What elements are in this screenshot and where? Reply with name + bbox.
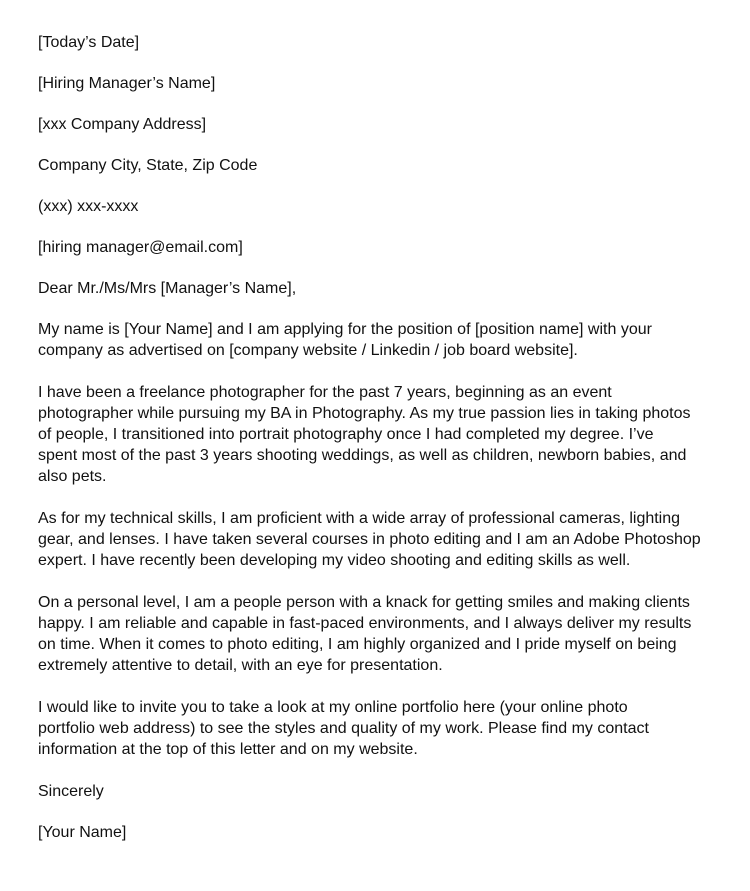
paragraph-line: also pets. [38, 468, 107, 485]
date-line: [Today’s Date] [38, 34, 140, 51]
paragraph-line: company as advertised on [company website / Linkedin / job board website]. [38, 342, 578, 359]
paragraph-personal [38, 592, 718, 676]
hiring-manager-name: [Hiring Manager’s Name] [38, 75, 216, 92]
closing: Sincerely [38, 783, 104, 800]
email-address: [hiring manager@email.com] [38, 239, 243, 256]
paragraph-line: extremely attentive to detail, with an eye for presentation. [38, 657, 443, 674]
company-city-state-zip: Company City, State, Zip Code [38, 157, 258, 174]
paragraph-line: of people, I transitioned into portrait photography once I had completed my degree. I’ve [38, 426, 654, 443]
signature: [Your Name] [38, 824, 127, 841]
paragraph-portfolio [38, 697, 718, 760]
paragraph-line: portfolio web address) to see the styles and quality of my work. Please find my contact [38, 720, 649, 737]
paragraph-line: I would like to invite you to take a look at my online portfolio here (your online photo [38, 699, 628, 716]
paragraph-line: spent most of the past 3 years shooting weddings, as well as children, newborn babies, and [38, 447, 687, 464]
paragraph-line: on time. When it comes to photo editing, I am highly organized and I pride myself on being [38, 636, 677, 653]
paragraph-line: My name is [Your Name] and I am applying for the position of [position name] with your [38, 321, 652, 338]
paragraph-introduction [38, 319, 718, 361]
paragraph-experience [38, 382, 718, 487]
paragraph-line: gear, and lenses. I have taken several courses in photo editing and I am an Adobe Photoshop [38, 531, 701, 548]
paragraph-line: information at the top of this letter and on my website. [38, 741, 418, 758]
company-address: [xxx Company Address] [38, 116, 207, 133]
phone-number: (xxx) xxx-xxxx [38, 198, 139, 215]
paragraph-line: As for my technical skills, I am proficient with a wide array of professional cameras, lighting [38, 510, 681, 527]
paragraph-line: photographer while pursuing my BA in Photography. As my true passion lies in taking photos [38, 405, 691, 422]
paragraph-line: On a personal level, I am a people person with a knack for getting smiles and making clients [38, 594, 690, 611]
salutation: Dear Mr./Ms/Mrs [Manager’s Name], [38, 280, 297, 297]
paragraph-technical-skills [38, 508, 718, 571]
paragraph-line: happy. I am reliable and capable in fast-paced environments, and I always deliver my results [38, 615, 692, 632]
cover-letter [38, 32, 718, 863]
paragraph-line: I have been a freelance photographer for the past 7 years, beginning as an event [38, 384, 612, 401]
paragraph-line: expert. I have recently been developing my video shooting and editing skills as well. [38, 552, 631, 569]
